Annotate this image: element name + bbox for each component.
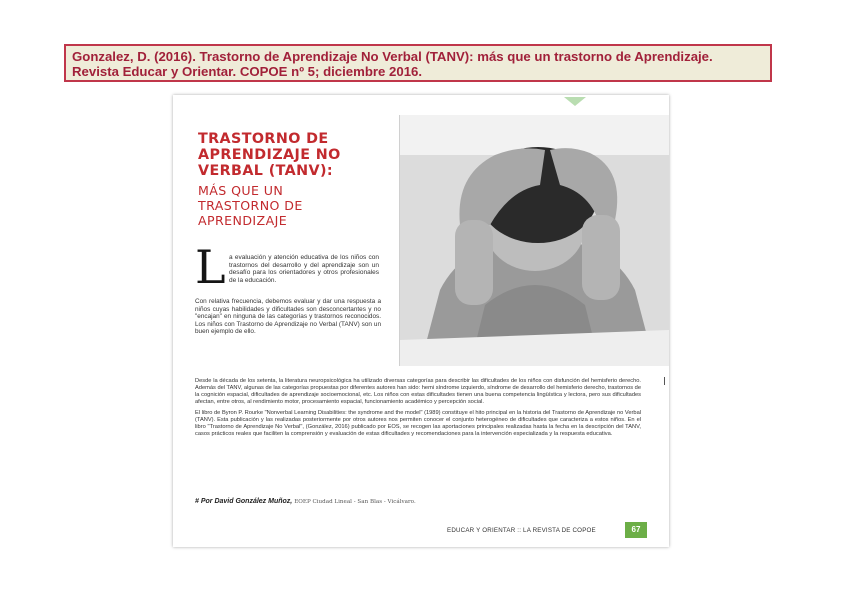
- subtitle-line: MÁS QUE UN: [198, 183, 284, 198]
- body-text: [195, 378, 641, 442]
- boy-with-hands-on-head-photo: [399, 115, 669, 366]
- title-line: VERBAL (TANV):: [198, 163, 334, 179]
- page-number: 67: [625, 522, 647, 538]
- byline-affiliation: EOEP Ciudad Lineal - San Blas - Vicálvaro.: [294, 499, 416, 505]
- column-rule: [664, 377, 665, 385]
- citation-line-2: Revista Educar y Orientar. COPOE nº 5; diciembre 2016.: [72, 64, 423, 79]
- page-footer: EDUCAR Y ORIENTAR :: LA REVISTA DE COPOE: [447, 527, 596, 534]
- article-title: [198, 131, 341, 179]
- paragraph-1: Con relativa frecuencia, debemos evaluar y dar una respuesta a niños cuyas habilidades y dificultades son desconcertantes y no "encajan" en ninguna de las categorías y trastornos reconocidos. Los niños con Trastorno de Aprendizaje no Verbal (TANV) son un buen ejemplo de ello.: [195, 298, 381, 336]
- article-page: [173, 95, 669, 547]
- intro-paragraph: a evaluación y atención educativa de los niños con trastornos del desarrollo y del aprendizaje son un desafío para los orientadores y otros profesionales de la educación.: [229, 254, 379, 284]
- byline-author: # Por David González Muñoz,: [195, 498, 293, 505]
- citation-box: [64, 44, 772, 82]
- subtitle-line: APRENDIZAJE: [198, 213, 288, 228]
- byline: [195, 497, 416, 507]
- subtitle-line: TRASTORNO DE: [198, 198, 303, 213]
- drop-cap: L: [195, 240, 226, 294]
- paragraph-2: Desde la década de los setenta, la literatura neuropsicológica ha utilizado diversas categorías para describir las dificultades de los niños con disfunción del hemisferio derecho. Además del TANV, algunas de las categorías propuestas por diferentes autores han sido: hemi síndrome izquierdo, síndrome de desarrollo del hemisferio derecho, trastornos de la cognición espacial, dificultades de aprendizaje socioemocional, etc. Los niños con estas dificultades tienen una buena competencia lingüística y lectora, pero sus dificultades afectan, entre otros, al rendimiento motor, procesamiento espacial, funcionamiento académico y percepción social.: [195, 378, 641, 405]
- paragraph-3: El libro de Byron P. Rourke "Nonverbal Learning Disabilities: the syndrome and the model" (1989) constituye el hito principal en la historia del Trastorno de Aprendizaje no Verbal (TANV). Esta publicación y las realizadas posteriormente por otros autores nos permiten conocer el conjunto heterogéneo de dificultades que caracteriza a estos niños. En el libro "Trastorno de Aprendizaje No Verbal", (González, 2016) publicado por EOS, se recogen las aportaciones principales realizadas hasta la fecha en la descripción del TANV, casos prácticos reales que faciliten la comprensión y evaluación de estas dificultades y recomendaciones para la intervención especializada y la respuesta educativa.: [195, 410, 641, 437]
- title-line: TRASTORNO DE: [198, 131, 329, 147]
- title-line: APRENDIZAJE NO: [198, 147, 341, 163]
- article-subtitle: [198, 183, 303, 228]
- triangle-marker-icon: [564, 97, 586, 106]
- citation-line-1: Gonzalez, D. (2016). Trastorno de Aprendizaje No Verbal (TANV): más que un trastorno de Aprendizaje.: [72, 49, 713, 64]
